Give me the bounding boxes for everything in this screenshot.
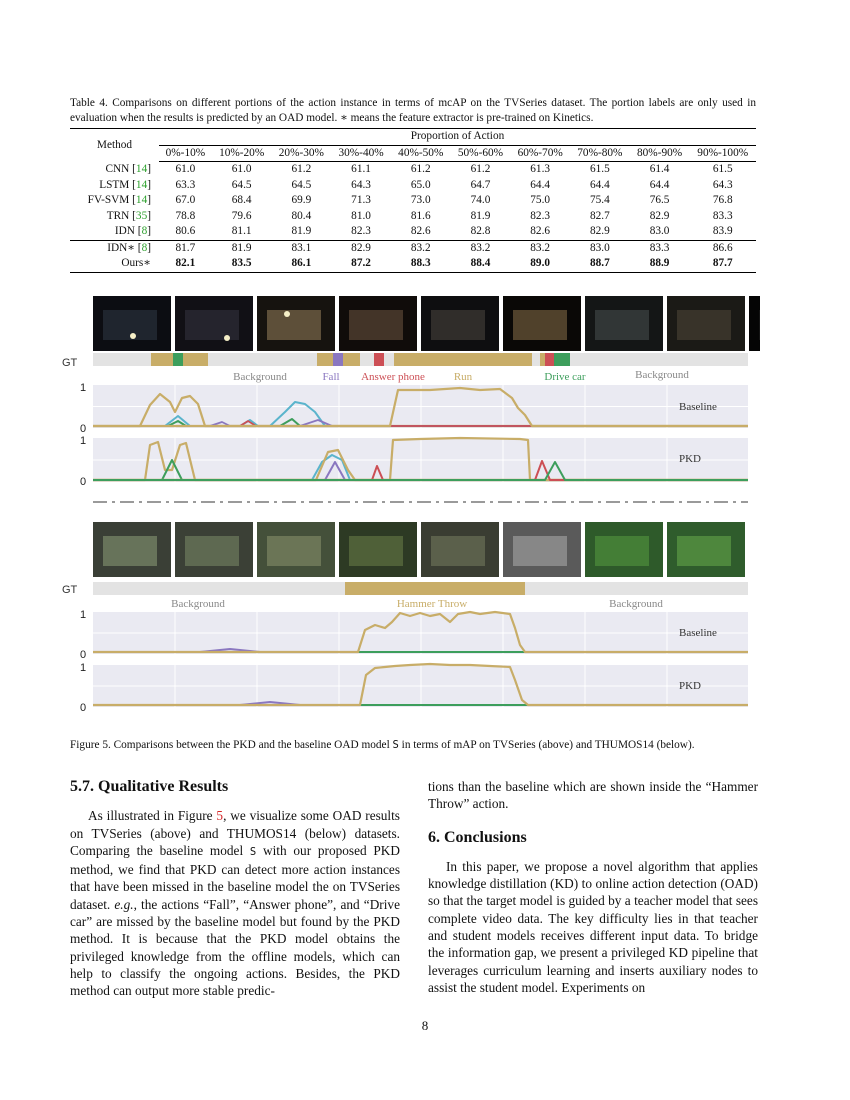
video-frame-content [103, 536, 157, 566]
axis-tick-one: 1 [80, 435, 87, 447]
table-row [70, 193, 756, 209]
column-header: 80%-90% [630, 145, 690, 162]
value-cell: 61.2 [410, 163, 431, 175]
value-cell: 86.6 [689, 240, 756, 256]
value-cell: 83.2 [510, 240, 570, 256]
section-heading-conclusions: 6. Conclusions [428, 828, 527, 846]
table-body [70, 162, 756, 273]
column-header: 20%-30% [272, 145, 332, 162]
table-row [70, 162, 756, 178]
value-cell: 81.1 [231, 225, 252, 237]
value-cell: 64.4 [530, 178, 551, 191]
para-text-b: , we visualize some OAD results on TVSeries (above) and THUMOS14 (below) datasets. Comparing the baseline model [70, 808, 400, 858]
method-cell: CNN [14] [105, 162, 151, 175]
value-cell: 82.1 [159, 256, 212, 272]
column-header: 40%-50% [391, 145, 451, 162]
axis-tick-one: 1 [80, 382, 87, 394]
video-frame-content [513, 310, 567, 340]
value-cell: 78.8 [175, 209, 196, 222]
figure-5 [60, 290, 760, 730]
axis-tick-zero: 0 [80, 702, 87, 714]
gt-top-segment [374, 353, 384, 366]
label-background: Background [171, 598, 225, 610]
video-frame-content [595, 536, 649, 566]
value-cell: 83.3 [630, 240, 690, 256]
method-header: Method [70, 129, 159, 162]
column-header: 50%-60% [451, 145, 511, 162]
method-cell: IDN [8] [114, 225, 151, 237]
value-cell: 75.4 [589, 194, 610, 206]
figure-ref-link[interactable]: 5 [216, 808, 224, 824]
value-cell: 83.9 [712, 225, 733, 237]
value-cell: 82.6 [530, 225, 551, 237]
value-cell: 81.9 [470, 209, 491, 222]
figure-caption-code: S [392, 739, 399, 751]
conclusions-paragraph: In this paper, we propose a novel algorithm that applies knowledge distillation (KD) to online action detection (OAD) so that the target model is guided by a teacher model that sees complete video data. The key difficulty lies in that teacher and student models receives different input data. To bridge the information gap, we present a privileged KD pipeline that leverages curriculum learning and inserts auxiliary nodes to assist the student model. Experiments on [428, 858, 758, 995]
label-background: Background [233, 371, 287, 383]
method-cell: IDN∗ [8] [70, 240, 159, 256]
method-name: FV-SVM [87, 194, 130, 206]
value-cell: 88.3 [391, 256, 451, 272]
value-cell: 82.6 [410, 225, 431, 237]
video-frame-content [349, 310, 403, 340]
value-cell: 81.6 [410, 209, 431, 222]
table-row [70, 240, 756, 256]
value-cell: 81.9 [291, 225, 312, 237]
video-frame-content [677, 536, 731, 566]
left-column [70, 778, 400, 1000]
gt-bottom-segment [345, 582, 525, 595]
table-row [70, 256, 756, 272]
label-drive-car: Drive car [544, 371, 586, 383]
value-cell: 61.5 [589, 163, 610, 175]
column-header: 90%-100% [689, 145, 756, 162]
video-frame-content [595, 310, 649, 340]
citation-link[interactable]: 14 [135, 162, 148, 175]
citation-link[interactable]: 8 [141, 225, 148, 237]
gt-top-segment [183, 353, 208, 366]
method-cell: LSTM [14] [99, 178, 151, 191]
value-cell: 69.9 [291, 194, 312, 206]
value-cell: 81.0 [351, 209, 371, 222]
column-header-row [70, 145, 756, 162]
value-cell: 76.8 [712, 194, 733, 206]
column-header: 70%-80% [570, 145, 630, 162]
method-cell: TRN [35] [106, 209, 151, 222]
para-text-a: As illustrated in Figure [88, 808, 217, 824]
value-cell: 64.3 [712, 178, 733, 191]
table-row [70, 178, 756, 194]
video-frame-content [349, 536, 403, 566]
value-cell: 61.5 [712, 163, 733, 175]
video-frame-content [267, 536, 321, 566]
value-cell: 80.6 [175, 225, 196, 237]
column-header: 30%-40% [331, 145, 391, 162]
results-table [70, 128, 756, 273]
value-cell: 87.2 [331, 256, 391, 272]
value-cell: 83.2 [391, 240, 451, 256]
video-frame-content [185, 310, 239, 340]
pkd-label: PKD [678, 680, 702, 692]
value-cell: 64.4 [649, 178, 670, 191]
para-text-c: with our proposed PKD method, we find that PKD can detect more action instances that have been missed in the baseline model the on TVSeries dataset. [70, 842, 400, 912]
baseline-label: Baseline [679, 627, 717, 639]
gt-top-segment [545, 353, 554, 366]
value-cell: 82.3 [351, 225, 371, 237]
value-cell: 75.0 [530, 194, 551, 206]
video-frame-thumbnail [749, 296, 760, 351]
section-heading-qualitative: 5.7. Qualitative Results [70, 778, 229, 795]
value-cell: 67.0 [175, 194, 196, 206]
value-cell: 64.3 [351, 178, 371, 191]
value-cell: 73.0 [410, 194, 431, 206]
frame-light [130, 333, 136, 339]
value-cell: 61.1 [351, 163, 371, 175]
continued-paragraph: tions than the baseline which are shown inside the “Hammer Throw” action. [428, 779, 758, 812]
value-cell: 79.6 [231, 209, 252, 222]
value-cell: 74.0 [470, 194, 491, 206]
figure-caption [70, 738, 770, 753]
method-cell [70, 256, 159, 272]
gt-label-top: GT [62, 357, 78, 369]
column-header: 0%-10% [159, 145, 212, 162]
label-fall: Fall [322, 371, 340, 383]
value-cell: 82.3 [530, 209, 551, 222]
para-code-s: S [249, 845, 257, 858]
video-frame-content [267, 310, 321, 340]
video-frame-content [513, 536, 567, 566]
value-cell: 64.5 [291, 178, 312, 191]
pkd-label: PKD [678, 453, 702, 465]
para-eg: e.g. [114, 896, 134, 912]
video-frame-content [431, 310, 485, 340]
value-cell: 61.0 [231, 163, 252, 175]
value-cell: 83.3 [712, 209, 733, 222]
value-cell: 65.0 [410, 178, 431, 191]
value-cell: 68.4 [231, 194, 252, 206]
label-background: Background [609, 598, 663, 610]
table-row [70, 224, 756, 240]
axis-tick-zero: 0 [80, 423, 87, 435]
gt-top-segment [540, 353, 545, 366]
video-frame-content [431, 536, 485, 566]
method-name: Ours∗ [121, 257, 151, 269]
value-cell: 88.4 [451, 256, 511, 272]
value-cell: 61.0 [175, 163, 196, 175]
qualitative-paragraph [70, 807, 400, 999]
value-cell: 71.3 [351, 194, 371, 206]
frame-light [224, 335, 230, 341]
method-name: TRN [106, 209, 130, 222]
value-cell: 83.0 [649, 225, 670, 237]
citation-link[interactable]: 14 [135, 194, 148, 206]
gt-top-segment [343, 353, 360, 366]
video-frame-content [677, 310, 731, 340]
gt-top-segment [333, 353, 343, 366]
value-cell: 82.9 [589, 225, 610, 237]
axis-tick-zero: 0 [80, 476, 87, 488]
value-cell: 86.1 [272, 256, 332, 272]
value-cell: 80.4 [291, 209, 312, 222]
page-number: 8 [421, 1018, 429, 1033]
video-frame-content [759, 310, 760, 340]
citation-link[interactable]: 8 [141, 241, 148, 254]
gt-top-segment [173, 353, 183, 366]
video-frame-content [103, 310, 157, 340]
method-name: LSTM [99, 178, 130, 191]
para-text-d: , the actions “Fall”, “Answer phone”, and “Drive car” are missed by the baseline model but found by the PKD method. It is because that the PKD model obtains the privileged knowledge from the offline models, which can help to classify the ongoing actions. Besides, the PKD method can output more stable predic- [70, 896, 400, 999]
method-cell: FV-SVM [14] [87, 194, 151, 206]
video-frame-content [185, 536, 239, 566]
value-cell: 83.2 [451, 240, 511, 256]
value-cell: 64.5 [231, 178, 252, 191]
gt-label-bottom: GT [62, 584, 78, 596]
axis-tick-one: 1 [80, 609, 87, 621]
frame-light [284, 311, 290, 317]
citation-link[interactable]: 14 [135, 178, 148, 191]
value-cell: 82.7 [589, 209, 610, 222]
proportion-header: Proportion of Action [159, 129, 756, 146]
value-cell: 82.9 [331, 240, 391, 256]
gt-top-segment [394, 353, 532, 366]
value-cell: 83.0 [570, 240, 630, 256]
value-cell: 89.0 [510, 256, 570, 272]
column-header: 10%-20% [212, 145, 272, 162]
axis-tick-one: 1 [80, 662, 87, 674]
value-cell: 64.7 [470, 178, 491, 191]
value-cell: 61.2 [291, 163, 312, 175]
table-caption: Table 4. Comparisons on different portions of the action instance in terms of mcAP on the TVSeries dataset. The portion labels are only used in evaluation when the results is predicted by an OAD model. ∗ means the feature extractor is pre-trained on Kinetics. [70, 97, 756, 124]
label-run: Run [453, 371, 473, 383]
baseline-label: Baseline [679, 401, 717, 413]
label-answer-phone: Answer phone [361, 371, 425, 383]
value-cell: 63.3 [175, 178, 196, 191]
gt-top-segment [317, 353, 333, 366]
value-cell: 82.8 [470, 225, 491, 237]
figure-caption-text-2: in terms of mAP on TVSeries (above) and THUMOS14 (below). [398, 739, 695, 751]
value-cell: 81.7 [159, 240, 212, 256]
gt-top-segment [151, 353, 173, 366]
value-cell: 88.9 [630, 256, 690, 272]
method-name: CNN [105, 162, 130, 175]
gt-top-segment [554, 353, 570, 366]
column-header: 60%-70% [510, 145, 570, 162]
value-cell: 82.9 [649, 209, 670, 222]
right-column [428, 778, 758, 996]
value-cell: 81.9 [212, 240, 272, 256]
value-cell: 64.4 [589, 178, 610, 191]
citation-link[interactable]: 35 [135, 209, 148, 222]
table-row [70, 209, 756, 225]
value-cell: 61.3 [530, 163, 551, 175]
axis-tick-zero: 0 [80, 649, 87, 661]
value-cell: 83.5 [212, 256, 272, 272]
value-cell: 83.1 [272, 240, 332, 256]
value-cell: 61.2 [470, 163, 491, 175]
value-cell: 87.7 [689, 256, 756, 272]
figure-caption-text-1: Figure 5. Comparisons between the PKD and the baseline OAD model [70, 739, 393, 751]
value-cell: 61.4 [649, 163, 670, 175]
value-cell: 88.7 [570, 256, 630, 272]
method-name: IDN [114, 225, 135, 237]
method-name: IDN∗ [107, 241, 135, 254]
label-hammer-throw: Hammer Throw [396, 598, 468, 610]
value-cell: 76.5 [649, 194, 670, 206]
label-background: Background [635, 369, 689, 381]
